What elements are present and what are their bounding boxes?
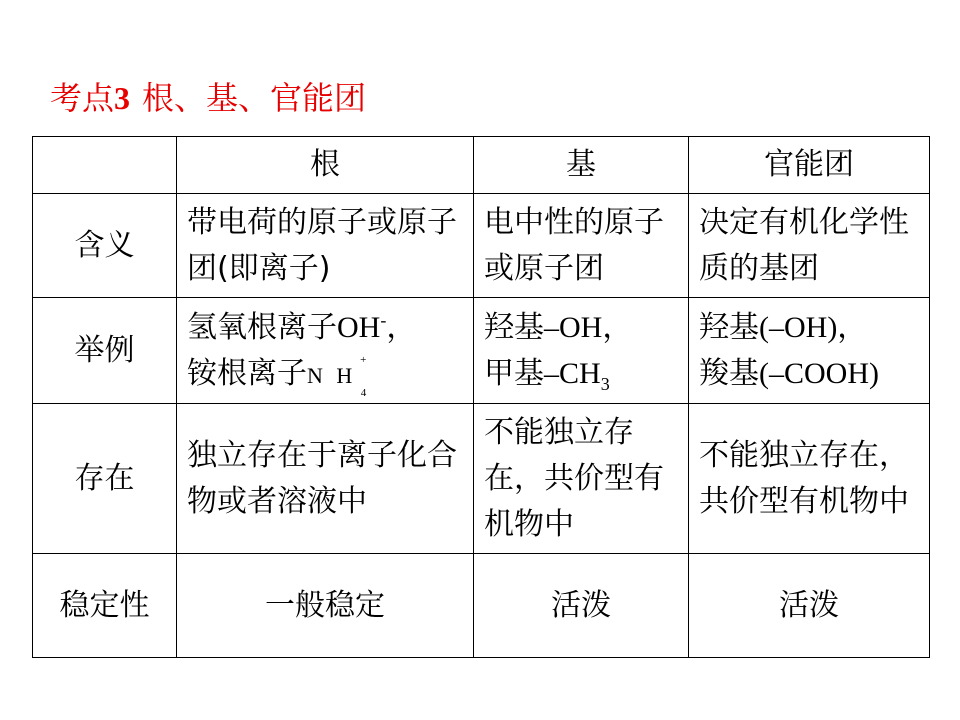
cell-root-existence: 独立存在于离子化合物或者溶液中 — [177, 404, 474, 554]
example-hydroxyl-functional: 羟基(–OH)， — [699, 309, 868, 345]
title-text: 根、基、官能团 — [142, 79, 367, 117]
table-row — [33, 194, 930, 298]
header-cell-group: 基 — [474, 137, 689, 194]
page-title — [50, 78, 366, 118]
table-row — [33, 404, 930, 554]
cell-group-meaning: 电中性的原子或原子团 — [474, 194, 689, 298]
example-carboxyl-functional: 羧基(–COOH) — [699, 355, 879, 391]
title-prefix: 考点 — [50, 79, 115, 117]
ammonium-formula: N H + 4 — [307, 353, 367, 399]
cell-root-example — [177, 298, 474, 404]
table-header-row — [33, 137, 930, 194]
example-hydroxyl-group: 羟基–OH， — [484, 309, 633, 345]
header-cell-functional-group: 官能团 — [689, 137, 930, 194]
cell-functional-meaning: 决定有机化学性质的基团 — [689, 194, 930, 298]
cell-root-stability: 一般稳定 — [177, 554, 474, 658]
cell-group-example — [474, 298, 689, 404]
cell-functional-stability: 活泼 — [689, 554, 930, 658]
cell-group-existence: 不能独立存在，共价型有机物中 — [474, 404, 689, 554]
example-hydroxide-ion: 氢氧根离子OH-， — [187, 309, 417, 345]
header-cell-root: 根 — [177, 137, 474, 194]
example-ammonium-ion: 铵根离子N H + 4 — [187, 353, 367, 399]
cell-group-stability: 活泼 — [474, 554, 689, 658]
cell-root-meaning: 带电荷的原子或原子团(即离子) — [177, 194, 474, 298]
table-row — [33, 298, 930, 404]
row-label-existence: 存在 — [33, 404, 177, 554]
table-row — [33, 554, 930, 658]
row-label-meaning: 含义 — [33, 194, 177, 298]
row-label-example: 举例 — [33, 298, 177, 404]
comparison-table — [32, 136, 930, 658]
header-cell-empty — [33, 137, 177, 194]
cell-functional-existence: 不能独立存在，共价型有机物中 — [689, 404, 930, 554]
title-number: 3 — [114, 80, 131, 116]
example-methyl-group: 甲基$-CH_3$ — [484, 355, 610, 394]
row-label-stability: 稳定性 — [33, 554, 177, 658]
cell-functional-example — [689, 298, 930, 404]
